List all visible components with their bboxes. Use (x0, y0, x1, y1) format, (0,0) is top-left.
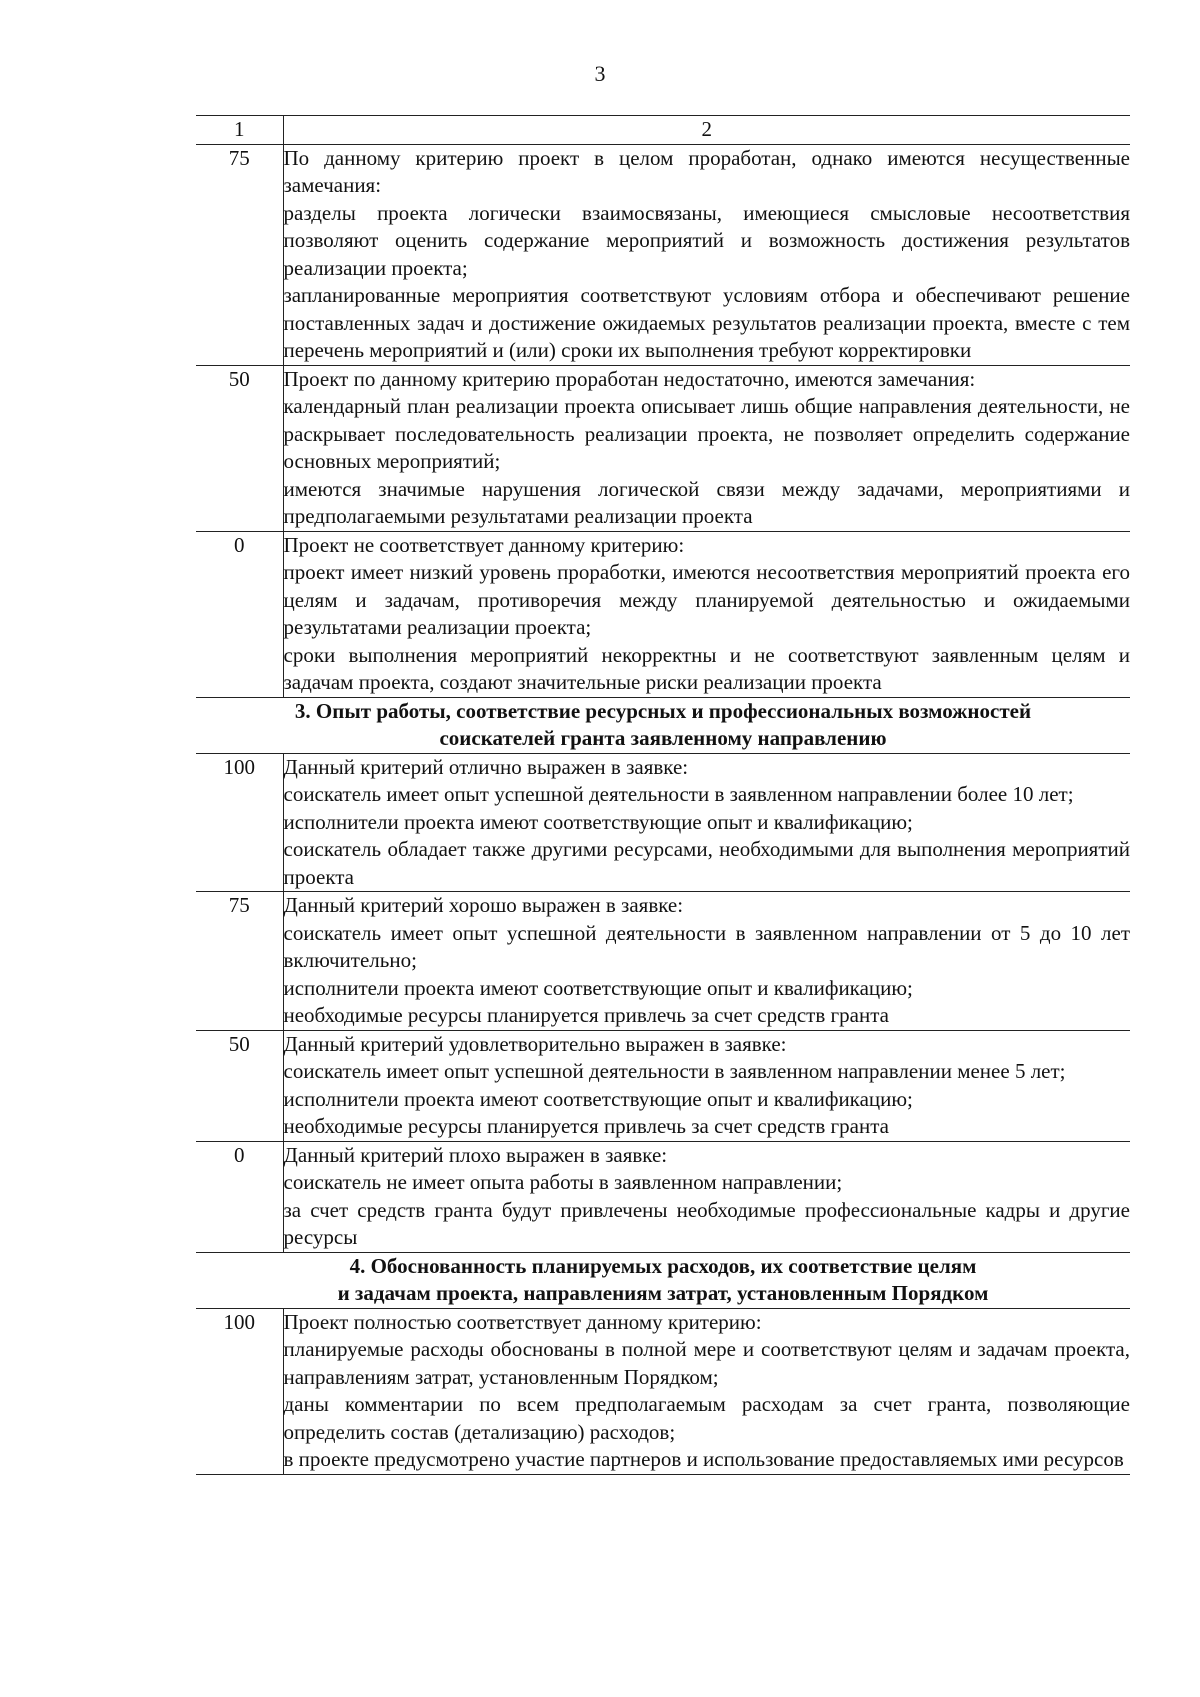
score-row (196, 1030, 1130, 1141)
score-value: 100 (196, 1308, 283, 1474)
section-heading (196, 697, 1130, 753)
criterion-paragraph: Данный критерий удовлетворительно выражен в заявке: (283, 1031, 787, 1056)
criterion-paragraph: По данному критерию проект в целом проработан, однако имеются несущественные замечания: (283, 145, 1130, 197)
score-value: 100 (196, 753, 283, 892)
score-row (196, 144, 1130, 365)
criterion-description (283, 892, 1130, 1031)
criterion-paragraph: проект имеет низкий уровень проработки, имеются несоответствия мероприятий проекта его целям и задачам, противоречия между планируемой деятельностью и ожидаемыми результатами реализации проекта; (283, 560, 1130, 639)
score-value: 50 (196, 365, 283, 531)
section-heading-line: и задачам проекта, направлениям затрат, установленным Порядком (337, 1281, 989, 1305)
criterion-description (283, 1141, 1130, 1252)
column-header-score: 1 (196, 116, 283, 145)
criterion-paragraph: календарный план реализации проекта описывает лишь общие направления деятельности, не раскрывает последовательность реализации проекта, не позволяет определить содержание основных мероприятий; (283, 394, 1130, 473)
criterion-paragraph: Данный критерий хорошо выражен в заявке: (283, 893, 684, 917)
criterion-paragraph: исполнители проекта имеют соответствующие опыт и квалификацию; (283, 1086, 913, 1111)
criterion-paragraph: за счет средств гранта будут привлечены необходимые профессиональные кадры и другие ресурсы (283, 1197, 1130, 1249)
criterion-paragraph: Данный критерий отлично выражен в заявке: (283, 754, 689, 779)
criterion-paragraph: планируемые расходы обоснованы в полной мере и соответствуют целям и задачам проекта, направлениям затрат, установленным Порядком; (283, 1337, 1130, 1389)
criteria-table (196, 115, 1130, 1475)
criterion-paragraph: Проект не соответствует данному критерию: (283, 532, 685, 557)
section-heading-line: 4. Обоснованность планируемых расходов, их соответствие целям (349, 1253, 977, 1278)
score-row (196, 892, 1130, 1031)
criterion-paragraph: исполнители проекта имеют соответствующие опыт и квалификацию; (283, 975, 913, 1000)
criterion-paragraph: соискатель имеет опыт успешной деятельности в заявленном направлении более 10 лет; (283, 782, 1074, 806)
section-heading-row (196, 1252, 1130, 1308)
table-header-row (196, 116, 1130, 145)
score-row (196, 1308, 1130, 1474)
section-heading (196, 1252, 1130, 1308)
criterion-description (283, 1030, 1130, 1141)
criterion-paragraph: Проект полностью соответствует данному критерию: (283, 1309, 762, 1334)
criterion-description (283, 753, 1130, 892)
criterion-paragraph: соискатель имеет опыт успешной деятельности в заявленном направлении от 5 до 10 лет включительно; (283, 920, 1130, 972)
criterion-paragraph: сроки выполнения мероприятий некорректны и не соответствуют заявленным целям и задачам проекта, создают значительные риски реализации проекта (283, 642, 1130, 694)
criterion-paragraph: исполнители проекта имеют соответствующие опыт и квалификацию; (283, 809, 913, 834)
criterion-description (283, 1308, 1130, 1474)
criterion-description (283, 144, 1130, 365)
score-value: 0 (196, 531, 283, 697)
column-header-description: 2 (283, 116, 1130, 145)
section-heading-row (196, 697, 1130, 753)
criterion-paragraph: разделы проекта логически взаимосвязаны, имеющиеся смысловые несоответствия позволяют оценить содержание мероприятий и возможность достижения результатов реализации проекта; (283, 200, 1130, 280)
criteria-table-body (196, 116, 1130, 1475)
criterion-paragraph: в проекте предусмотрено участие партнеров и использование предоставляемых ими ресурсов (283, 1447, 1124, 1471)
score-row (196, 365, 1130, 531)
section-heading-line: 3. Опыт работы, соответствие ресурсных и профессиональных возможностей (294, 698, 1032, 723)
score-row (196, 531, 1130, 697)
criterion-paragraph: Проект по данному критерию проработан недостаточно, имеются замечания: (283, 366, 976, 391)
criterion-paragraph: соискатель обладает также другими ресурсами, необходимыми для выполнения мероприятий проекта (283, 837, 1130, 889)
criterion-paragraph: имеются значимые нарушения логической связи между задачами, мероприятиями и предполагаемыми результатами реализации проекта (283, 476, 1130, 528)
page-number: 3 (594, 61, 606, 86)
score-value: 0 (196, 1141, 283, 1252)
criterion-paragraph: необходимые ресурсы планируется привлечь за счет средств гранта (283, 1114, 889, 1138)
score-value: 75 (196, 144, 283, 365)
criterion-paragraph: запланированные мероприятия соответствуют условиям отбора и обеспечивают решение поставленных задач и достижение ожидаемых результатов реализации проекта, вместе с тем перечень мероприятий и (или) сроки их выполнения требуют корректировки (283, 283, 1130, 362)
score-value: 50 (196, 1030, 283, 1141)
score-row (196, 1141, 1130, 1252)
criterion-description (283, 531, 1130, 697)
criterion-paragraph: необходимые ресурсы планируется привлечь за счет средств гранта (283, 1003, 889, 1027)
criterion-paragraph: Данный критерий плохо выражен в заявке: (283, 1142, 668, 1167)
criterion-paragraph: соискатель имеет опыт успешной деятельности в заявленном направлении менее 5 лет; (283, 1059, 1066, 1083)
section-heading-line: соискателей гранта заявленному направлению (439, 726, 887, 750)
score-row (196, 753, 1130, 892)
criterion-description (283, 365, 1130, 531)
score-value: 75 (196, 892, 283, 1031)
criterion-paragraph: даны комментарии по всем предполагаемым расходам за счет гранта, позволяющие определить состав (детализацию) расходов; (283, 1392, 1130, 1444)
criterion-paragraph: соискатель не имеет опыта работы в заявленном направлении; (283, 1170, 843, 1194)
